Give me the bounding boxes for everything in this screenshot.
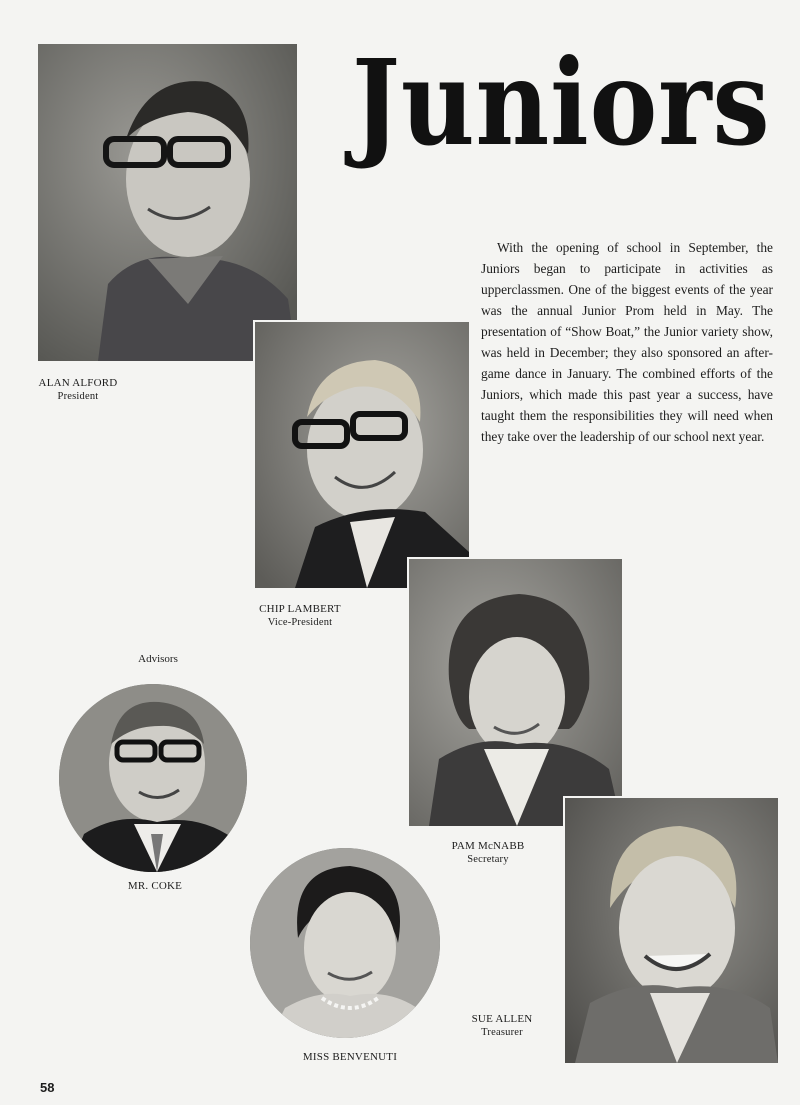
officer-name: CHIP LAMBERT bbox=[259, 603, 341, 615]
officer-name: SUE ALLEN bbox=[471, 1013, 533, 1025]
officer-role: President bbox=[57, 391, 99, 402]
portrait-pam-mcnabb bbox=[407, 557, 624, 828]
portrait-miss-benvenuti bbox=[250, 848, 440, 1038]
officer-role: Treasurer bbox=[481, 1027, 523, 1038]
caption-chip-lambert bbox=[250, 603, 350, 629]
officer-name: ALAN ALFORD bbox=[38, 377, 118, 389]
page-title: Juniors bbox=[352, 33, 771, 172]
caption-pam-mcnabb bbox=[438, 840, 538, 866]
advisor-name: MR. COKE bbox=[127, 880, 183, 892]
advisors-heading: Advisors bbox=[138, 653, 178, 665]
portrait-mr-coke bbox=[59, 684, 247, 872]
page-number: 58 bbox=[40, 1080, 55, 1095]
caption-alan-alford bbox=[28, 377, 128, 403]
officer-role: Vice-President bbox=[267, 617, 333, 628]
portrait-alan-alford bbox=[38, 44, 297, 361]
intro-paragraph: With the opening of school in September, the Juniors began to participate in activities as upperclassmen. One of the biggest events of the year was the annual Junior Prom held in May. The presentation of “Show Boat,” the Junior variety show, was held in December; they also sponsored an after-game dance in January. The combined efforts of the Juniors, which made this past year a success, have taught them the responsibilities they will need when they take over the leadership of our school next year. bbox=[481, 240, 773, 444]
officer-role: Secretary bbox=[467, 854, 509, 865]
caption-mr-coke bbox=[100, 880, 210, 893]
portrait-sue-allen bbox=[563, 796, 780, 1065]
advisor-name: MISS BENVENUTI bbox=[302, 1051, 398, 1063]
caption-miss-benvenuti bbox=[285, 1051, 415, 1064]
portrait-chip-lambert bbox=[253, 320, 471, 590]
caption-sue-allen bbox=[452, 1013, 552, 1039]
officer-name: PAM McNABB bbox=[451, 840, 525, 852]
